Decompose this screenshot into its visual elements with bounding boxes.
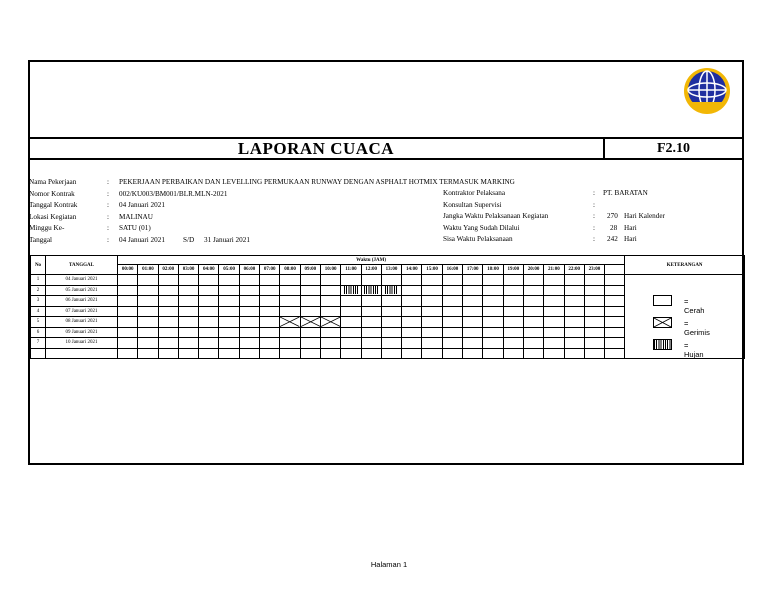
weather-cell xyxy=(138,317,158,328)
weather-cell xyxy=(300,275,320,286)
hour-header-blank xyxy=(605,265,625,275)
weather-cell xyxy=(483,296,503,307)
weather-cell xyxy=(260,275,280,286)
info-unit: Hari Kalender xyxy=(624,212,665,220)
weather-cell xyxy=(239,327,259,338)
row-date: 10 Januari 2021 xyxy=(46,338,118,349)
row-no: 3 xyxy=(31,296,46,307)
weather-cell xyxy=(584,317,604,328)
weather-cell-blank xyxy=(605,327,625,338)
weather-cell xyxy=(158,327,178,338)
weather-cell xyxy=(260,296,280,307)
row-no: 5 xyxy=(31,317,46,328)
weather-cell xyxy=(118,317,138,328)
weather-cell xyxy=(463,317,483,328)
weather-cell xyxy=(422,348,442,359)
weather-cell xyxy=(523,317,543,328)
info-colon: : xyxy=(107,189,109,198)
weather-cell xyxy=(138,338,158,349)
weather-cell xyxy=(503,338,523,349)
weather-cell xyxy=(138,296,158,307)
weather-cell xyxy=(381,327,401,338)
row-no xyxy=(31,348,46,359)
weather-cell xyxy=(463,275,483,286)
weather-cell xyxy=(178,338,198,349)
weather-cell xyxy=(442,275,462,286)
weather-cell xyxy=(564,317,584,328)
hour-header: 00:00 xyxy=(118,265,138,275)
hour-header: 04:00 xyxy=(199,265,219,275)
weather-cell xyxy=(239,285,259,296)
weather-cell xyxy=(503,317,523,328)
weather-cell xyxy=(442,296,462,307)
weather-cell xyxy=(178,348,198,359)
report-title: LAPORAN CUACA xyxy=(237,139,395,158)
legend-label: = Gerimis xyxy=(684,319,710,337)
weather-cell xyxy=(523,306,543,317)
weather-cell xyxy=(564,306,584,317)
weather-cell xyxy=(341,338,361,349)
info-label: Sisa Waktu Pelaksanaan xyxy=(443,235,513,243)
weather-cell xyxy=(178,317,198,328)
weather-cell xyxy=(544,285,564,296)
weather-cell-blank xyxy=(605,348,625,359)
weather-cell xyxy=(483,275,503,286)
weather-cell xyxy=(584,285,604,296)
row-date: 04 Januari 2021 xyxy=(46,275,118,286)
hour-header: 09:00 xyxy=(300,265,320,275)
weather-cell xyxy=(483,327,503,338)
weather-cell-gerimis xyxy=(300,317,320,328)
weather-cell xyxy=(320,285,340,296)
weather-cell xyxy=(442,338,462,349)
weather-cell xyxy=(483,348,503,359)
weather-cell xyxy=(199,296,219,307)
weather-cell xyxy=(422,338,442,349)
weather-cell xyxy=(503,275,523,286)
weather-cell xyxy=(564,327,584,338)
weather-cell xyxy=(361,348,381,359)
col-waktu-header: Waktu (JAM) xyxy=(118,256,625,265)
weather-cell xyxy=(320,306,340,317)
info-sd: S/D xyxy=(183,235,195,244)
weather-cell xyxy=(483,285,503,296)
weather-cell xyxy=(442,348,462,359)
weather-cell xyxy=(118,327,138,338)
col-keterangan-header: KETERANGAN xyxy=(625,256,745,275)
weather-cell xyxy=(341,275,361,286)
weather-cell xyxy=(178,327,198,338)
weather-cell xyxy=(138,285,158,296)
row-date: 06 Januari 2021 xyxy=(46,296,118,307)
weather-cell xyxy=(381,317,401,328)
hour-header: 14:00 xyxy=(402,265,422,275)
weather-cell xyxy=(118,296,138,307)
weather-cell xyxy=(381,275,401,286)
weather-cell xyxy=(463,338,483,349)
info-label: Tanggal xyxy=(29,235,53,244)
row-date: 07 Januari 2021 xyxy=(46,306,118,317)
weather-cell xyxy=(564,348,584,359)
info-value: 270 xyxy=(607,212,618,220)
weather-cell xyxy=(381,338,401,349)
weather-cell xyxy=(381,296,401,307)
weather-cell xyxy=(361,338,381,349)
info-label: Kontraktor Pelaksana xyxy=(443,189,506,197)
row-date: 08 Januari 2021 xyxy=(46,317,118,328)
info-label: Tanggal Kontrak xyxy=(29,201,78,209)
weather-cell xyxy=(402,285,422,296)
weather-cell xyxy=(239,338,259,349)
hour-header: 12:00 xyxy=(361,265,381,275)
weather-cell xyxy=(280,306,300,317)
info-label: Nama Pekerjaan xyxy=(29,178,77,186)
row-no: 6 xyxy=(31,327,46,338)
weather-cell xyxy=(503,348,523,359)
info-colon: : xyxy=(593,212,595,220)
weather-cell xyxy=(219,296,239,307)
weather-cell-blank xyxy=(605,275,625,286)
weather-cell xyxy=(483,317,503,328)
weather-cell xyxy=(280,275,300,286)
weather-cell xyxy=(544,317,564,328)
info-colon: : xyxy=(107,224,109,232)
hour-header: 20:00 xyxy=(523,265,543,275)
weather-cell xyxy=(483,338,503,349)
info-label: Konsultan Supervisi xyxy=(443,200,502,209)
weather-cell xyxy=(118,306,138,317)
weather-cell xyxy=(158,306,178,317)
weather-cell xyxy=(402,275,422,286)
weather-cell xyxy=(544,348,564,359)
weather-cell xyxy=(341,296,361,307)
weather-cell xyxy=(523,338,543,349)
info-colon: : xyxy=(107,212,109,221)
weather-cell xyxy=(260,317,280,328)
weather-cell xyxy=(483,306,503,317)
info-colon: : xyxy=(107,178,109,186)
weather-cell xyxy=(361,327,381,338)
weather-cell xyxy=(442,317,462,328)
legend-label: = Hujan xyxy=(684,341,704,359)
row-no: 1 xyxy=(31,275,46,286)
weather-cell xyxy=(138,306,158,317)
weather-cell xyxy=(584,306,604,317)
hour-header: 03:00 xyxy=(178,265,198,275)
weather-cell xyxy=(341,306,361,317)
weather-cell xyxy=(300,327,320,338)
weather-cell xyxy=(422,327,442,338)
weather-cell-hujan xyxy=(341,285,361,296)
weather-cell xyxy=(199,306,219,317)
weather-cell xyxy=(523,275,543,286)
weather-cell xyxy=(138,275,158,286)
row-no: 4 xyxy=(31,306,46,317)
hour-header: 05:00 xyxy=(219,265,239,275)
weather-cell xyxy=(320,327,340,338)
weather-cell xyxy=(463,327,483,338)
weather-cell xyxy=(280,338,300,349)
weather-cell xyxy=(280,296,300,307)
weather-cell xyxy=(381,348,401,359)
weather-cell xyxy=(300,306,320,317)
row-no: 7 xyxy=(31,338,46,349)
weather-cell xyxy=(260,285,280,296)
hour-header: 07:00 xyxy=(260,265,280,275)
weather-cell xyxy=(463,285,483,296)
info-value: MALINAU xyxy=(119,212,153,221)
weather-cell xyxy=(178,296,198,307)
weather-table xyxy=(30,255,745,359)
hour-header: 01:00 xyxy=(138,265,158,275)
info-label: Nomor Kontrak xyxy=(29,189,75,198)
weather-cell xyxy=(118,348,138,359)
weather-cell xyxy=(584,327,604,338)
info-label: Jangka Waktu Pelaksanaan Kegiatan xyxy=(443,212,549,220)
weather-cell xyxy=(564,285,584,296)
weather-cell xyxy=(361,296,381,307)
weather-cell xyxy=(422,275,442,286)
table-row xyxy=(31,275,745,286)
weather-cell xyxy=(219,348,239,359)
weather-cell xyxy=(584,275,604,286)
info-colon: : xyxy=(593,200,595,209)
weather-cell xyxy=(138,348,158,359)
weather-cell xyxy=(219,275,239,286)
weather-cell xyxy=(199,317,219,328)
weather-cell-blank xyxy=(605,285,625,296)
weather-cell xyxy=(320,296,340,307)
weather-cell xyxy=(584,338,604,349)
hour-header: 16:00 xyxy=(442,265,462,275)
info-colon: : xyxy=(107,235,109,244)
weather-cell xyxy=(341,327,361,338)
weather-cell xyxy=(402,348,422,359)
weather-cell xyxy=(199,285,219,296)
weather-cell xyxy=(239,348,259,359)
hour-header: 23:00 xyxy=(584,265,604,275)
form-code: F2.10 xyxy=(656,141,691,156)
weather-cell xyxy=(260,338,280,349)
weather-cell xyxy=(280,348,300,359)
weather-cell xyxy=(523,327,543,338)
weather-cell xyxy=(178,275,198,286)
info-value-end: 31 Januari 2021 xyxy=(204,235,250,244)
weather-cell xyxy=(300,348,320,359)
weather-cell xyxy=(442,327,462,338)
weather-cell xyxy=(361,275,381,286)
weather-cell xyxy=(523,285,543,296)
weather-cell xyxy=(300,285,320,296)
hour-header: 17:00 xyxy=(463,265,483,275)
row-date: 05 Januari 2021 xyxy=(46,285,118,296)
weather-cell xyxy=(219,317,239,328)
info-label: Lokasi Kegiatan xyxy=(29,212,77,221)
weather-cell xyxy=(402,306,422,317)
weather-cell xyxy=(442,285,462,296)
weather-cell xyxy=(402,317,422,328)
weather-cell xyxy=(463,348,483,359)
weather-cell xyxy=(239,317,259,328)
weather-cell xyxy=(260,327,280,338)
col-no-header: No xyxy=(31,256,46,275)
weather-cell xyxy=(219,306,239,317)
weather-cell xyxy=(239,296,259,307)
weather-cell-hujan xyxy=(381,285,401,296)
hour-header: 21:00 xyxy=(544,265,564,275)
weather-cell xyxy=(402,338,422,349)
weather-cell xyxy=(422,285,442,296)
row-date: 09 Januari 2021 xyxy=(46,327,118,338)
info-label: Minggu Ke- xyxy=(29,224,65,232)
weather-cell xyxy=(361,306,381,317)
weather-cell xyxy=(341,317,361,328)
row-no: 2 xyxy=(31,285,46,296)
weather-cell xyxy=(320,338,340,349)
weather-cell xyxy=(320,348,340,359)
weather-cell xyxy=(523,296,543,307)
col-tanggal-header: TANGGAL xyxy=(46,256,118,275)
hour-header: 18:00 xyxy=(483,265,503,275)
weather-cell xyxy=(422,317,442,328)
weather-cell xyxy=(199,327,219,338)
info-colon: : xyxy=(593,223,595,232)
weather-cell-gerimis xyxy=(320,317,340,328)
weather-cell xyxy=(280,285,300,296)
info-colon: : xyxy=(593,235,595,243)
info-value: PEKERJAAN PERBAIKAN DAN LEVELLING PERMUKAAN RUNWAY DENGAN ASPHALT HOTMIX TERMASUK MARKING xyxy=(119,178,515,186)
weather-cell xyxy=(503,306,523,317)
info-value: 04 Januari 2021 xyxy=(119,201,165,209)
weather-cell xyxy=(118,285,138,296)
weather-cell xyxy=(320,275,340,286)
weather-cell xyxy=(260,348,280,359)
weather-cell xyxy=(422,296,442,307)
info-unit: Hari xyxy=(624,223,637,232)
weather-cell-blank xyxy=(605,317,625,328)
info-unit: Hari xyxy=(624,235,637,243)
weather-cell xyxy=(199,275,219,286)
weather-cell xyxy=(544,296,564,307)
weather-cell xyxy=(564,296,584,307)
cerah-swatch xyxy=(653,295,672,306)
weather-cell xyxy=(402,327,422,338)
weather-grid xyxy=(30,255,745,359)
info-colon: : xyxy=(593,189,595,197)
weather-cell xyxy=(544,338,564,349)
weather-cell-blank xyxy=(605,338,625,349)
weather-cell xyxy=(381,306,401,317)
weather-cell xyxy=(300,296,320,307)
weather-cell xyxy=(239,306,259,317)
info-value: PT. BARATAN xyxy=(603,189,648,197)
weather-cell xyxy=(523,348,543,359)
weather-cell xyxy=(199,348,219,359)
hour-header: 08:00 xyxy=(280,265,300,275)
weather-cell-hujan xyxy=(361,285,381,296)
weather-cell xyxy=(158,275,178,286)
weather-cell xyxy=(158,285,178,296)
weather-cell xyxy=(300,338,320,349)
weather-cell xyxy=(158,348,178,359)
weather-cell xyxy=(564,338,584,349)
weather-cell xyxy=(584,296,604,307)
weather-cell xyxy=(219,327,239,338)
info-value: SATU (01) xyxy=(119,224,151,232)
legend-label: = Cerah xyxy=(684,297,705,315)
info-value: 28 xyxy=(610,223,618,232)
weather-cell-gerimis xyxy=(280,317,300,328)
info-value: 002/KU003/BM001/BLR.MLN-2021 xyxy=(119,189,228,198)
hour-header: 15:00 xyxy=(422,265,442,275)
weather-cell xyxy=(442,306,462,317)
weather-cell xyxy=(199,338,219,349)
weather-cell xyxy=(138,327,158,338)
hour-header: 02:00 xyxy=(158,265,178,275)
weather-cell xyxy=(219,285,239,296)
info-value: 04 Januari 2021 xyxy=(119,235,165,244)
hour-header: 19:00 xyxy=(503,265,523,275)
weather-cell xyxy=(118,338,138,349)
weather-cell xyxy=(564,275,584,286)
weather-cell xyxy=(118,275,138,286)
hujan-swatch xyxy=(653,339,672,350)
weather-cell xyxy=(402,296,422,307)
weather-cell-blank xyxy=(605,306,625,317)
hour-header: 10:00 xyxy=(320,265,340,275)
hour-header: 13:00 xyxy=(381,265,401,275)
weather-cell xyxy=(178,285,198,296)
weather-cell-blank xyxy=(605,296,625,307)
title-bar xyxy=(28,137,744,160)
weather-cell xyxy=(239,275,259,286)
weather-cell xyxy=(463,306,483,317)
hour-header: 11:00 xyxy=(341,265,361,275)
weather-cell xyxy=(361,317,381,328)
weather-cell xyxy=(584,348,604,359)
weather-cell xyxy=(158,317,178,328)
weather-cell xyxy=(178,306,198,317)
info-value: 242 xyxy=(607,235,618,243)
weather-cell xyxy=(158,338,178,349)
weather-cell xyxy=(544,306,564,317)
weather-cell xyxy=(280,327,300,338)
info-colon: : xyxy=(107,201,109,209)
weather-cell xyxy=(463,296,483,307)
page-footer: Halaman 1 xyxy=(370,560,408,569)
row-date xyxy=(46,348,118,359)
weather-cell xyxy=(503,285,523,296)
weather-cell xyxy=(260,306,280,317)
gerimis-swatch xyxy=(653,317,672,328)
weather-cell xyxy=(422,306,442,317)
weather-cell xyxy=(544,327,564,338)
weather-cell xyxy=(503,296,523,307)
hour-header: 06:00 xyxy=(239,265,259,275)
hour-header: 22:00 xyxy=(564,265,584,275)
ministry-logo xyxy=(682,66,732,116)
weather-cell xyxy=(158,296,178,307)
weather-cell xyxy=(544,275,564,286)
weather-cell xyxy=(219,338,239,349)
info-label: Waktu Yang Sudah Dilalui xyxy=(443,223,520,232)
weather-cell xyxy=(341,348,361,359)
weather-cell xyxy=(503,327,523,338)
